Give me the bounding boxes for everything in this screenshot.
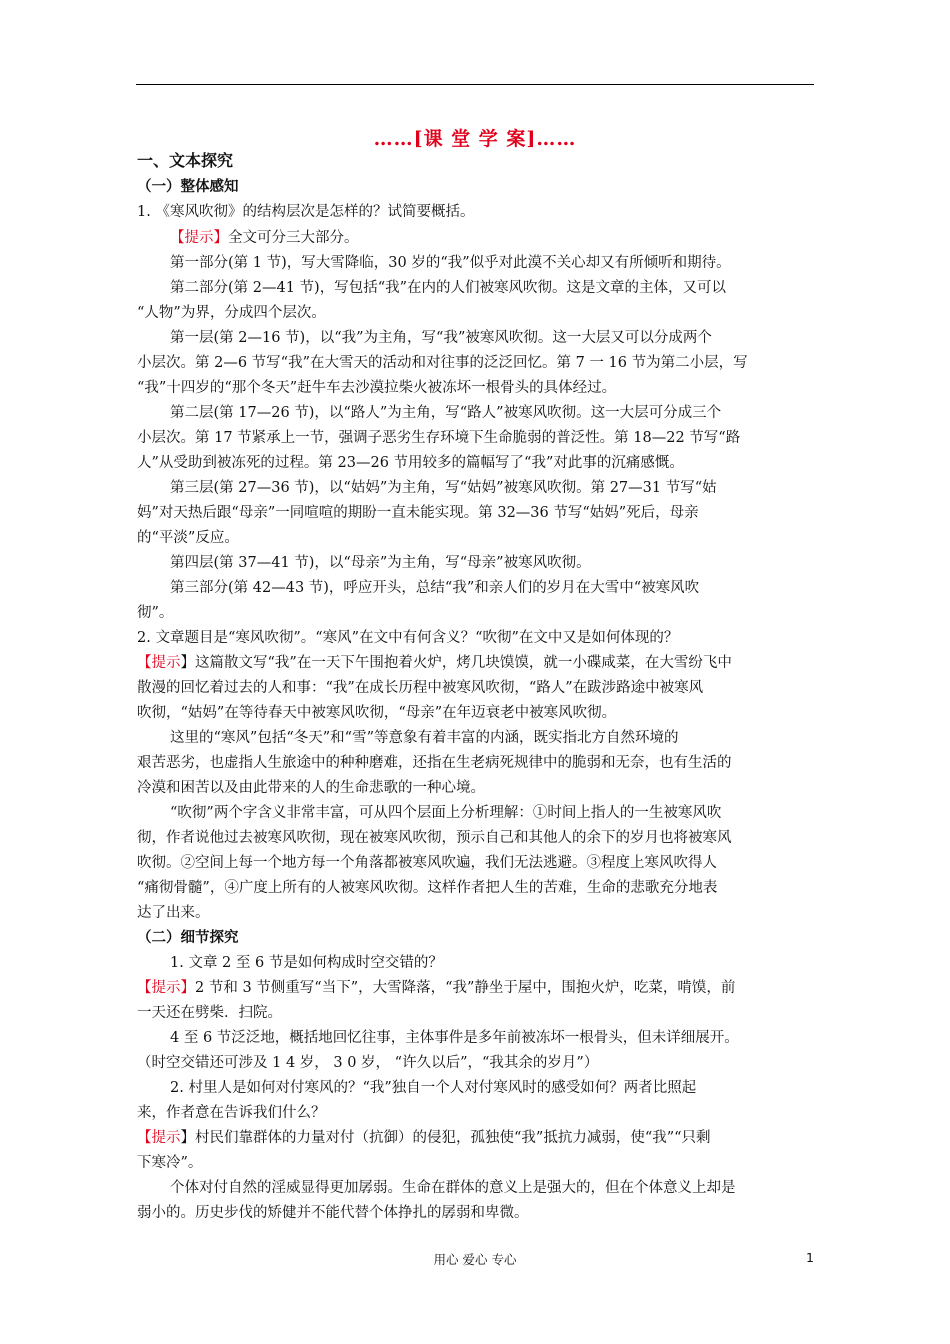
paragraph-cont: “痛彻骨髓”，④广度上所有的人被寒风吹彻。这样作者把人生的苦难，生命的悲歌充分地表 (137, 880, 718, 896)
paragraph-cont: 妈”对天热后跟“母亲”一同喧喧的期盼一直未能实现。第 32—36 节写“姑妈”死后，母亲 (137, 505, 699, 521)
paragraph: 4 至 6 节泛泛地，概括地回忆往事，主体事件是多年前被冻坏一根骨头，但未详细展开。 (170, 1030, 739, 1046)
paragraph-cont: 弱小的。历史步伐的矫健并不能代替个体挣扎的孱弱和卑微。 (137, 1205, 529, 1221)
paragraph-cont: “人物”为界，分成四个层次。 (137, 305, 326, 321)
paragraph-cont: 小层次。第 2—6 节写“我”在大雪天的活动和对往事的泛泛回忆。第 7 一 16 节为第二小层，写 (137, 355, 748, 371)
paragraph: 这里的“寒风”包括“冬天”和“雪”等意象有着丰富的内涵，既实指北方自然环境的 (170, 730, 679, 746)
paragraph-cont: 吹彻。②空间上每一个地方每一个角落都被寒风吹遍，我们无法逃避。③程度上寒风吹得人 (137, 855, 717, 871)
subsection-heading: （一）整体感知 (137, 179, 239, 195)
question-4-cont: 来，作者意在告诉我们什么？ (137, 1105, 326, 1121)
hint-label: 【提示】 (137, 980, 195, 996)
hint-label: 【提示 (137, 655, 181, 671)
paragraph-cont: 冷漠和困苦以及由此带来的人的生命悲歌的一种心境。 (137, 780, 485, 796)
paragraph-cont: 一天还在劈柴．扫院。 (137, 1005, 282, 1021)
paragraph-cont: 人”从受助到被冻死的过程。第 23—26 节用较多的篇幅写了“我”对此事的沉痛感慨。 (137, 455, 684, 471)
paragraph: 第三部分(第 42—43 节)，呼应开头，总结“我”和亲人们的岁月在大雪中“被寒风吹 (170, 580, 700, 596)
paragraph-cont: “我”十四岁的“那个冬天”赶牛车去沙漠拉柴火被冻坏一根骨头的具体经过。 (137, 380, 617, 396)
paragraph: 第二层(第 17—26 节)，以“路人”为主角，写“路人”被寒风吹彻。这一大层可分成三个 (170, 405, 722, 421)
paragraph: 第二部分(第 2—41 节)，写包括“我”在内的人们被寒风吹彻。这是文章的主体，又可以 (170, 280, 727, 296)
paragraph: 第一部分(第 1 节)，写大雪降临，30 岁的“我”似乎对此漠不关心却又有所倾听和期待。 (170, 255, 731, 271)
paragraph: 第四层(第 37—41 节)，以“母亲”为主角，写“母亲”被寒风吹彻。 (170, 555, 591, 571)
hint-label: 【提示 (137, 1130, 181, 1146)
paragraph-cont: 彻”。 (137, 605, 174, 621)
header-rule (136, 84, 814, 85)
paragraph: 【提示】村民们靠群体的力量对付（抗御）的侵犯，孤独使“我”抵抗力减弱，使“我”“只剩 (137, 1130, 711, 1146)
paragraph-cont: 艰苦恶劣，也虚指人生旅途中的种种磨难，还指在生老病死规律中的脆弱和无奈，也有生活的 (137, 755, 732, 771)
paragraph: 【提示】这篇散文写“我”在一天下午围抱着火炉，烤几块馍馍，就一小碟咸菜，在大雪纷飞中 (137, 655, 732, 671)
question-4: 2. 村里人是如何对付寒风的？“我”独自一个人对付寒风时的感受如何？两者比照起 (170, 1080, 697, 1096)
paragraph: 【提示】2 节和 3 节侧重写“当下”，大雪降落，“我”静坐于屋中，围抱火炉，吃菜，啃馍，前 (137, 980, 736, 996)
paragraph-cont: 达了出来。 (137, 905, 210, 921)
paragraph-cont: 小层次。第 17 节紧承上一节，强调子恶劣生存环境下生命脆弱的普泛性。第 18—22 节写“路 (137, 430, 741, 446)
paragraph: 个体对付自然的淫威显得更加孱弱。生命在群体的意义上是强大的，但在个体意义上却是 (170, 1180, 736, 1196)
hint-label: 【提示】 (170, 230, 228, 246)
section-heading: 一、文本探究 (137, 151, 234, 170)
subsection-heading: （二）细节探究 (137, 930, 239, 946)
paragraph: （时空交错还可涉及 1 4 岁， 3 0 岁， “许久以后”，“我其余的岁月”） (137, 1055, 599, 1071)
paragraph-cont: 吹彻，“姑妈”在等待春天中被寒风吹彻，“母亲”在年迈衰老中被寒风吹彻。 (137, 705, 617, 721)
page-footer: 用心 爱心 专心 (433, 1252, 517, 1267)
page-number: 1 (806, 1250, 814, 1265)
paragraph-cont: 散漫的回忆着过去的人和事：“我”在成长历程中被寒风吹彻，“路人”在跋涉路途中被寒风 (137, 680, 704, 696)
question-1: 1. 《寒风吹彻》的结构层次是怎样的？试简要概括。 (137, 204, 475, 220)
paragraph-cont: 彻，作者说他过去被寒风吹彻，现在被寒风吹彻，预示自己和其他人的余下的岁月也将被寒风 (137, 830, 732, 846)
paragraph: 第三层(第 27—36 节)，以“姑妈”为主角，写“姑妈”被寒风吹彻。第 27—31 节写“姑 (170, 480, 717, 496)
paragraph: 【提示】全文可分三大部分。 (170, 230, 359, 246)
paragraph-cont: 的“平淡”反应。 (137, 530, 239, 546)
page-title: ……[课 堂 学 案]…… (373, 128, 577, 150)
paragraph: 第一层(第 2—16 节)，以“我”为主角，写“我”被寒风吹彻。这一大层又可以分成两个 (170, 330, 712, 346)
paragraph-cont: 下寒冷”。 (137, 1155, 203, 1171)
question-3: 1. 文章 2 至 6 节是如何构成时空交错的？ (170, 955, 443, 971)
question-2: 2. 文章题目是“寒风吹彻”。“寒风”在文中有何含义？“吹彻”在文中又是如何体现的？ (137, 630, 679, 646)
paragraph: “吹彻”两个字含义非常丰富，可从四个层面上分析理解：①时间上指人的一生被寒风吹 (170, 805, 722, 821)
